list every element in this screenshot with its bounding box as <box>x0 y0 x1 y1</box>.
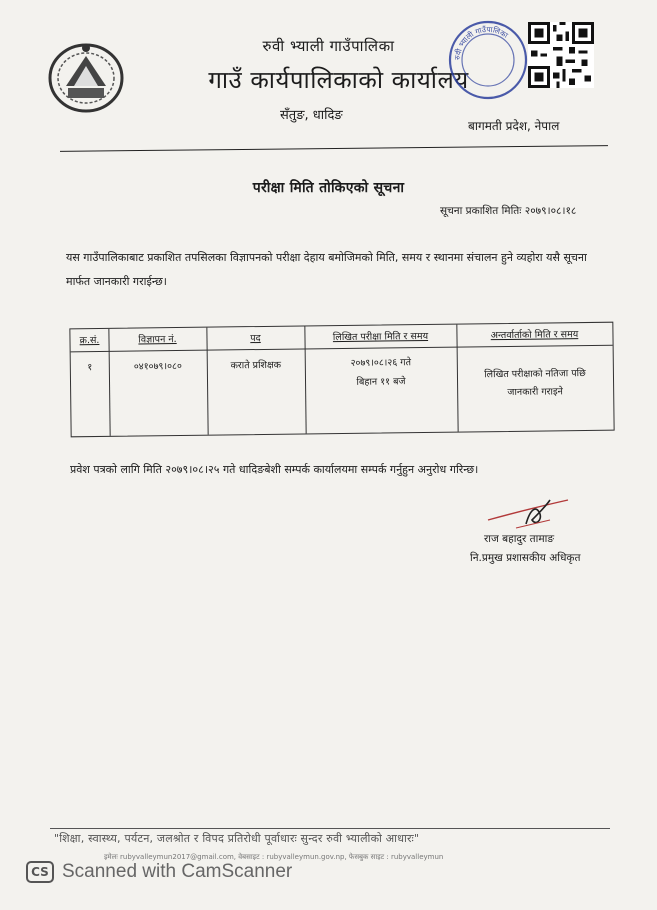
header-divider <box>60 145 608 152</box>
header-ad-no: विज्ञापन नं. <box>138 334 177 346</box>
svg-text:रुवी भ्याली गाउँपालिका <box>453 25 510 60</box>
camscanner-logo-icon: CS <box>26 861 54 883</box>
signature <box>480 490 580 536</box>
official-stamp <box>446 18 530 102</box>
admit-card-note: प्रवेश पत्रको लागि मिति २०७९।०८।२५ गते धादिङबेशी सम्पर्क कार्यालयमा सम्पर्क गर्नुहुन अनुरोध गरिन्छ। <box>70 463 479 476</box>
footer-divider <box>50 828 610 829</box>
stamp-text: रुवी भ्याली गाउँपालिका <box>452 24 510 61</box>
cell-ad-no: ०४१०७९।०८० <box>133 360 182 373</box>
notice-paragraph: यस गाउँपालिकाबाट प्रकाशित तपसिलका विज्ञापनको परीक्षा देहाय बमोजिमको मिति, समय र स्थानमा संचालन हुने व्यहोरा यसै सूचना मार्फत जानकारी गराईन्छ। <box>66 251 587 288</box>
signatory-name: राज बहादुर तामाङ <box>484 533 555 545</box>
footer-contact[interactable]: इमेलः rubyvalleymun2017@gmail.com, वेबसाइट : rubyvalleymun.gov.np, फेसबुक साइट : rubyvalleymun <box>104 853 444 861</box>
municipality-name: रुवी भ्याली गाउँपालिका <box>262 37 395 55</box>
cell-written-date: २०७९।०८।२६ गते <box>350 357 412 369</box>
signatory-title: नि.प्रमुख प्रशासकीय अधिकृत <box>470 552 581 564</box>
camscanner-watermark: Scanned with CamScanner <box>62 861 293 882</box>
office-address: सँतुङ, धादिङ <box>280 108 343 123</box>
footer-slogan: "शिक्षा, स्वास्थ्य, पर्यटन, जलश्रोत र विपद प्रतिरोधी पूर्वाधारः सुन्दर रुवी भ्यालीको आधारः" <box>54 832 420 845</box>
header-interview: अन्तर्वार्ताको मिति र समय <box>490 329 579 342</box>
qr-code[interactable] <box>528 22 594 88</box>
header-written-exam: लिखित परीक्षा मिति र समय <box>332 330 429 344</box>
notice-title: परीक्षा मिति तोकिएको सूचना <box>252 180 405 196</box>
exam-schedule-table <box>69 322 614 438</box>
cell-interview-line2: जानकारी गराइने <box>507 386 563 398</box>
header-serial: क्र.सं. <box>79 334 100 347</box>
cell-written-time: बिहान ११ बजे <box>356 376 406 388</box>
cell-post: कराते प्रशिक्षक <box>230 359 282 372</box>
office-name: गाउँ कार्यपालिकाको कार्यालय <box>208 66 469 94</box>
province-name: बागमती प्रदेश, नेपाल <box>468 119 560 133</box>
header-post: पद <box>250 332 261 345</box>
cell-interview-line1: लिखित परीक्षाको नतिजा पछि <box>484 368 586 381</box>
cell-serial: १ <box>87 362 93 374</box>
published-date: सूचना प्रकाशित मितिः २०७९।०८।१८ <box>440 205 577 217</box>
